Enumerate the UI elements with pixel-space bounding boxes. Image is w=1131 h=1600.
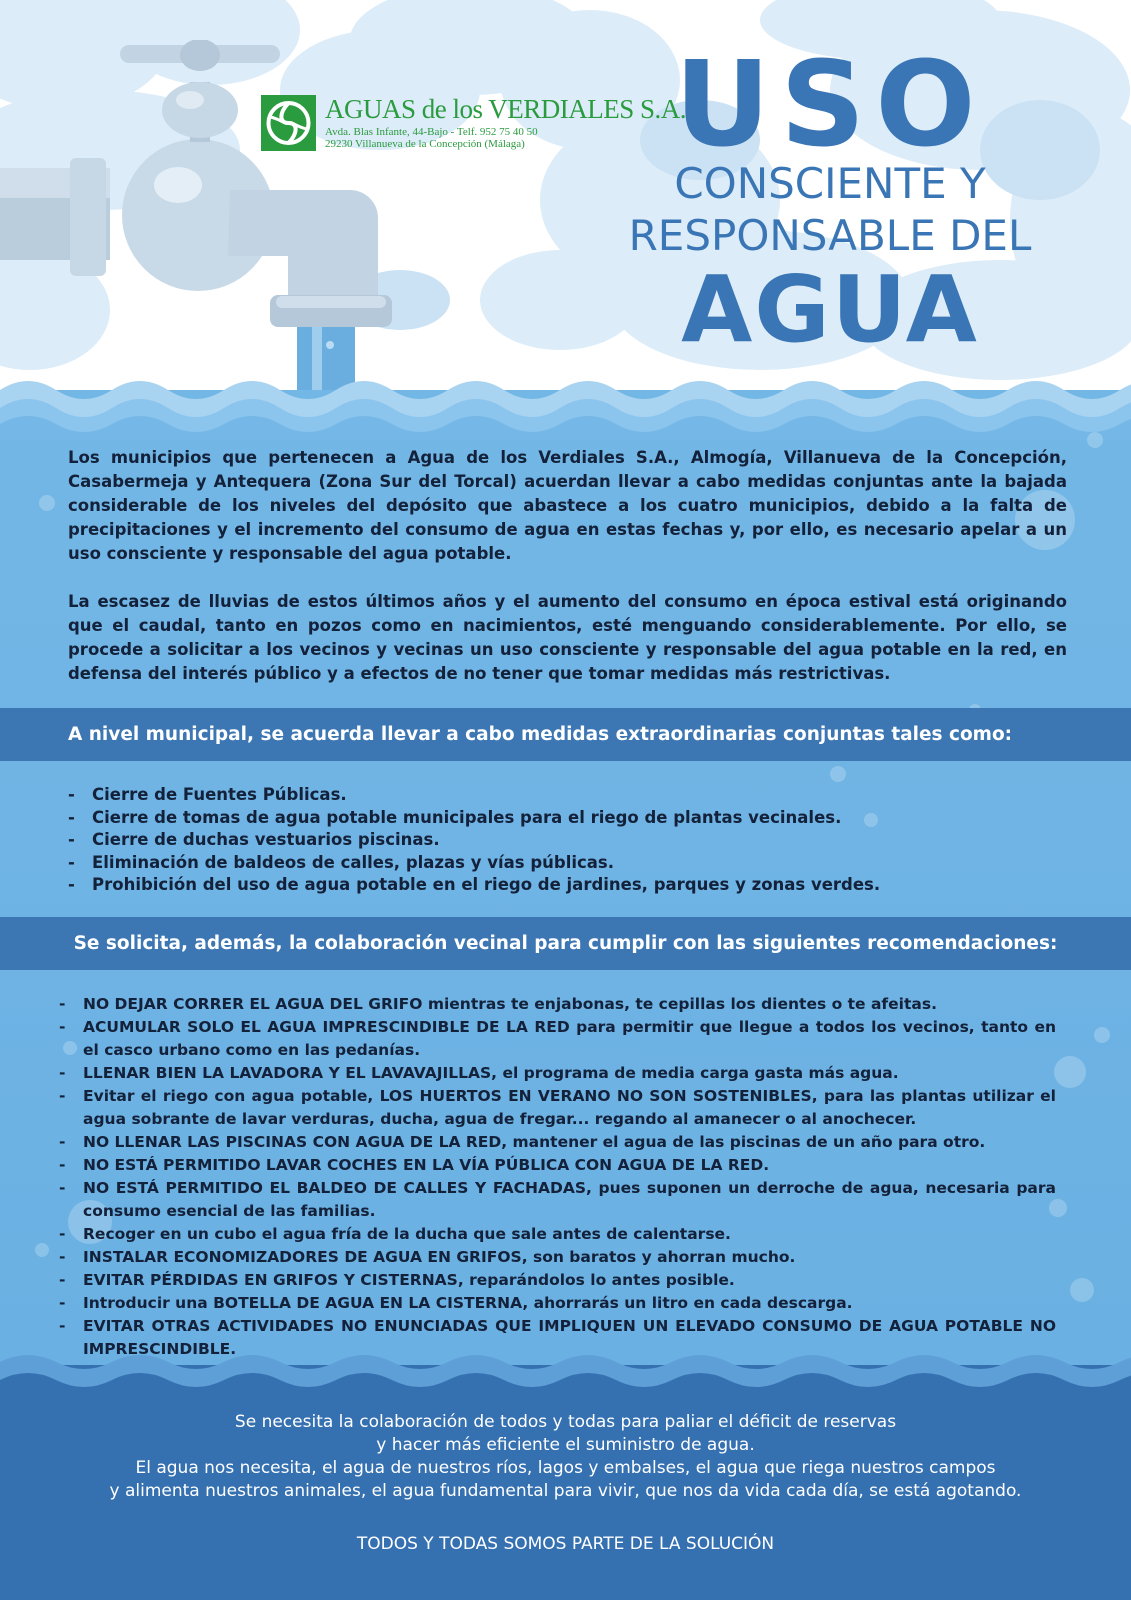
list-item: - Cierre de tomas de agua potable municipales para el riego de plantas vecinales.	[68, 807, 1068, 830]
top-waves	[0, 360, 1131, 440]
list-item: - Evitar el riego con agua potable, LOS HUERTOS EN VERANO NO SON SOSTENIBLES, para las plantas utilizar el agua sobrante de lavar verduras, ducha, agua de fregar... regando al amanecer o al anochecer.	[59, 1085, 1056, 1131]
logo-company-name: AGUAS de los VERDIALES S.A.	[325, 94, 687, 124]
header	[0, 0, 1131, 400]
list-item: - ACUMULAR SOLO EL AGUA IMPRESCINDIBLE DE LA RED para permitir que llegue a todos los vecinos, tanto en el casco urbano como en las pedanías.	[59, 1016, 1056, 1062]
list-item: - NO ESTÁ PERMITIDO EL BALDEO DE CALLES Y FACHADAS, pues suponen un derroche de agua, necesaria para consumo esencial de las familias.	[59, 1177, 1056, 1223]
intro-paragraph-2: La escasez de lluvias de estos últimos años y el aumento del consumo en época estival está originando que el caudal, tanto en pozos como en nacimientos, esté menguando considerablemente. Por ello, se procede a solicitar a los vecinos y vecinas un uso consciente y responsable del agua potable en la red, en defensa del interés público y a efectos de no tener que tomar medidas más restrictivas.	[68, 592, 1067, 683]
list-item: - Introducir una BOTELLA DE AGUA EN LA CISTERNA, ahorrarás un litro en cada descarga.	[59, 1292, 1056, 1315]
list-item: - Recoger en un cubo el agua fría de la ducha que sale antes de calentarse.	[59, 1223, 1056, 1246]
list-item: - EVITAR PÉRDIDAS EN GRIFOS Y CISTERNAS, reparándolos lo antes posible.	[59, 1269, 1056, 1292]
footer-line-2: y hacer más eficiente el suministro de agua.	[376, 1435, 755, 1455]
list-item: - EVITAR OTRAS ACTIVIDADES NO ENUNCIADAS QUE IMPLIQUEN UN ELEVADO CONSUMO DE AGUA POTABLE NO IMPRESCINDIBLE.	[59, 1315, 1056, 1361]
list-item: - Prohibición del uso de agua potable en el riego de jardines, parques y zonas verdes.	[68, 874, 1068, 897]
list-item: - INSTALAR ECONOMIZADORES DE AGUA EN GRIFOS, son baratos y ahorran mucho.	[59, 1246, 1056, 1269]
title-agua: AGUA	[681, 256, 979, 363]
intro-paragraph-1: Los municipios que pertenecen a Agua de los Verdiales S.A., Almogía, Villanueva de la Concepción, Casabermeja y Antequera (Zona Sur del Torcal) acuerdan llevar a cabo medidas conjuntas ante la bajada considerable de los niveles del depósito que abastece a los cuatro municipios, debido a la falta de precipitaciones y el incremento del consumo de agua en estas fechas y, por ello, es necesario apelar a un uso consciente y responsable del agua potable.	[68, 448, 1067, 563]
title-consciente: CONSCIENTE Y	[674, 159, 986, 208]
list-item: - Cierre de duchas vestuarios piscinas.	[68, 829, 1068, 852]
list-item: - NO LLENAR LAS PISCINAS CON AGUA DE LA RED, mantener el agua de las piscinas de un año para otro.	[59, 1131, 1056, 1154]
footer-line-4: y alimenta nuestros animales, el agua fundamental para vivir, que nos da vida cada día, se está agotando.	[109, 1481, 1022, 1501]
footer-message	[30, 1411, 1101, 1503]
logo-address-line1: Avda. Blas Infante, 44-Bajo - Telf. 952 75 40 50	[325, 126, 538, 138]
list-item: - NO DEJAR CORRER EL AGUA DEL GRIFO mientras te enjabonas, te cepillas los dientes o te afeitas.	[59, 993, 1056, 1016]
footer-line-1: Se necesita la colaboración de todos y todas para paliar el déficit de reservas	[234, 1412, 897, 1432]
recommendations-list	[59, 993, 1056, 1361]
title-responsable: RESPONSABLE DEL	[628, 211, 1032, 260]
title-uso: USO	[674, 35, 986, 173]
recommendations-heading: Se solicita, además, la colaboración vecinal para cumplir con las siguientes recomendaciones:	[0, 917, 1131, 970]
bottom-waves	[0, 1340, 1131, 1410]
logo-swirl-icon	[261, 95, 316, 151]
list-item: - Cierre de Fuentes Públicas.	[68, 784, 1068, 807]
municipal-measures-list	[68, 784, 1068, 897]
footer-line-3: El agua nos necesita, el agua de nuestros ríos, lagos y embalses, el agua que riega nuestros campos	[135, 1458, 996, 1478]
list-item: - Eliminación de baldeos de calles, plazas y vías públicas.	[68, 852, 1068, 875]
list-item: - NO ESTÁ PERMITIDO LAVAR COCHES EN LA VÍA PÚBLICA CON AGUA DE LA RED.	[59, 1154, 1056, 1177]
logo-address-line2: 29230 Villanueva de la Concepción (Málaga)	[325, 138, 525, 150]
footer-tagline: TODOS Y TODAS SOMOS PARTE DE LA SOLUCIÓN	[356, 1534, 775, 1554]
list-item: - LLENAR BIEN LA LAVADORA Y EL LAVAVAJILLAS, el programa de media carga gasta más agua.	[59, 1062, 1056, 1085]
company-logo	[261, 94, 687, 157]
municipal-heading: A nivel municipal, se acuerda llevar a cabo medidas extraordinarias conjuntas tales como:	[0, 708, 1131, 761]
